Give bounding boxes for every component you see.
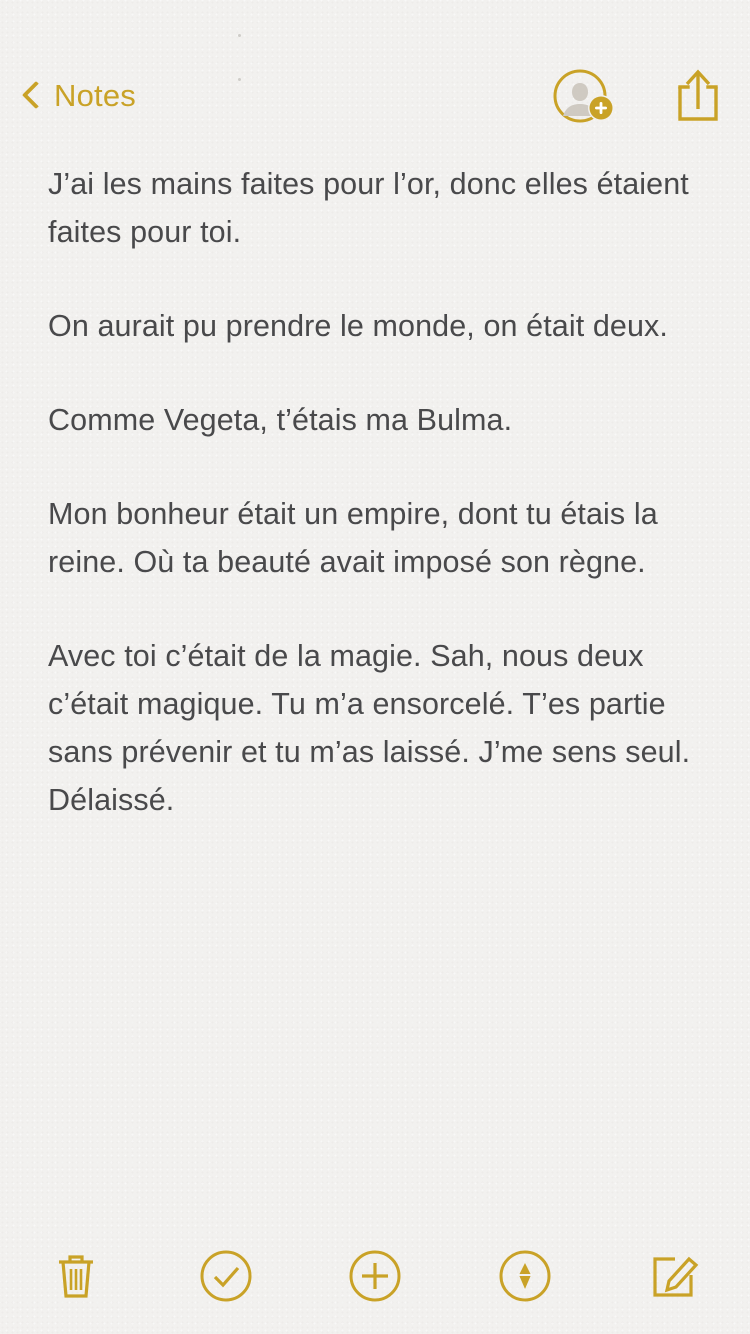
plus-circle-icon[interactable] xyxy=(345,1246,405,1306)
note-paragraph: Comme Vegeta, t’étais ma Bulma. xyxy=(48,403,513,437)
note-paragraph: On aurait pu prendre le monde, on était deux. xyxy=(48,309,668,343)
note-paragraph: Mon bonheur était un empire, dont tu étais la reine. Où ta beauté avait imposé son règne. xyxy=(48,497,667,579)
trash-icon[interactable] xyxy=(46,1246,106,1306)
note-paragraph: J’ai les mains faites pour l’or, donc elles étaient faites pour toi. xyxy=(48,167,698,249)
back-button-label: Notes xyxy=(54,78,136,113)
bottom-toolbar xyxy=(0,1236,750,1334)
note-paragraph: Avec toi c’était de la magie. Sah, nous deux c’était magique. Tu m’a ensorcelé. T’es partie sans prévenir et tu m’as laissé. J’me sens seul. Délaissé. xyxy=(48,639,699,817)
back-to-notes-button[interactable] xyxy=(22,78,136,114)
compose-icon[interactable] xyxy=(644,1246,704,1306)
pen-circle-icon[interactable] xyxy=(495,1246,555,1306)
status-bar xyxy=(0,0,750,60)
check-circle-icon[interactable] xyxy=(196,1246,256,1306)
chevron-left-icon xyxy=(22,79,44,113)
add-person-icon[interactable] xyxy=(550,68,616,124)
note-text-area[interactable] xyxy=(0,132,750,1236)
share-icon[interactable] xyxy=(672,67,724,125)
navigation-bar xyxy=(0,60,750,132)
status-indicator-dot xyxy=(238,34,241,37)
navbar-actions xyxy=(550,67,724,125)
